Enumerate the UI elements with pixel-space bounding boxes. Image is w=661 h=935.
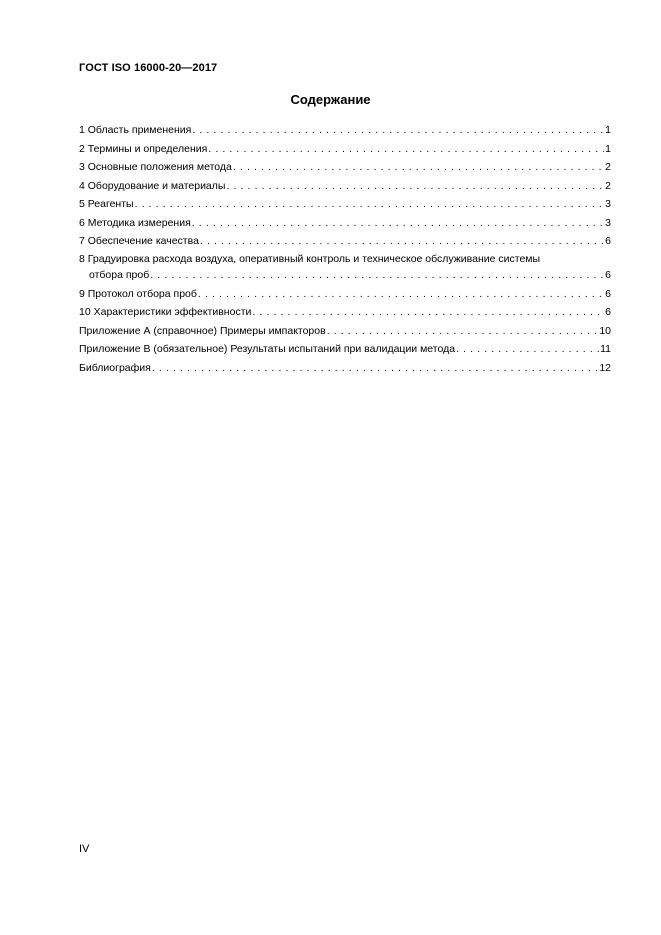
table-of-contents bbox=[79, 121, 611, 377]
toc-entry-page: 12 bbox=[599, 361, 611, 374]
toc-entry-page: 6 bbox=[605, 268, 611, 281]
toc-entry-title-continued: отбора проб bbox=[89, 268, 150, 281]
toc-entry-title: 3 Основные положения метода bbox=[79, 161, 232, 173]
toc-leader-dots bbox=[198, 285, 604, 303]
toc-leader-dots bbox=[200, 232, 604, 250]
toc-entry-title: 6 Методика измерения bbox=[79, 216, 191, 229]
toc-entry-page: 1 bbox=[605, 124, 611, 136]
toc-entry-title: 4 Оборудование и материалы bbox=[79, 179, 226, 192]
toc-entry-page: 2 bbox=[605, 179, 611, 192]
toc-entry-title: 1 Область применения bbox=[79, 124, 192, 136]
toc-leader-dots bbox=[150, 268, 604, 283]
toc-entry[interactable] bbox=[79, 359, 611, 378]
toc-entry[interactable] bbox=[79, 251, 611, 285]
toc-entry-title: 7 Обеспечение качества bbox=[79, 235, 199, 247]
toc-entry[interactable] bbox=[79, 177, 611, 196]
toc-entry[interactable] bbox=[79, 303, 611, 322]
toc-entry[interactable] bbox=[79, 322, 611, 341]
standard-designation: ГОСТ ISO 16000-20—2017 bbox=[79, 62, 218, 74]
toc-leader-dots bbox=[192, 214, 604, 232]
toc-entry[interactable] bbox=[79, 121, 611, 140]
toc-entry-page: 6 bbox=[605, 306, 611, 318]
toc-entry[interactable] bbox=[79, 232, 611, 251]
toc-leader-dots bbox=[135, 195, 605, 213]
toc-entry-title: 9 Протокол отбора проб bbox=[79, 287, 197, 300]
toc-entry[interactable] bbox=[79, 140, 611, 159]
toc-leader-dots bbox=[208, 140, 604, 158]
toc-entry-title: Приложение В (обязательное) Результаты испытаний при валидации метода bbox=[79, 343, 456, 355]
toc-leader-dots bbox=[252, 303, 604, 321]
toc-leader-dots bbox=[327, 322, 599, 340]
toc-entry-title: Приложение А (справочное) Примеры импакторов bbox=[79, 324, 326, 337]
toc-entry-title: Библиография bbox=[79, 361, 151, 374]
toc-entry[interactable] bbox=[79, 214, 611, 233]
toc-entry-title: 10 Характеристики эффективности bbox=[79, 306, 252, 318]
toc-leader-dots bbox=[226, 177, 604, 195]
toc-leader-dots bbox=[456, 340, 599, 358]
toc-entry-page: 2 bbox=[605, 161, 611, 173]
toc-entry-title: 8 Градуировка расхода воздуха, оперативный контроль и техническое обслуживание системы bbox=[79, 252, 541, 265]
toc-entry-title: 5 Реагенты bbox=[79, 198, 134, 210]
toc-entry-page: 10 bbox=[599, 324, 611, 337]
toc-entry[interactable] bbox=[79, 285, 611, 304]
toc-entry-page: 3 bbox=[605, 216, 611, 229]
toc-entry[interactable] bbox=[79, 340, 611, 359]
toc-leader-dots bbox=[192, 121, 604, 139]
toc-entry-page: 11 bbox=[600, 343, 611, 355]
toc-leader-dots bbox=[233, 158, 604, 176]
toc-entry-title: 2 Термины и определения bbox=[79, 142, 208, 155]
toc-entry-page: 6 bbox=[605, 287, 611, 300]
toc-leader-dots bbox=[152, 359, 598, 377]
toc-entry[interactable] bbox=[79, 158, 611, 177]
toc-entry[interactable] bbox=[79, 195, 611, 214]
toc-entry-page: 1 bbox=[605, 142, 611, 155]
toc-entry-page: 6 bbox=[605, 235, 611, 247]
toc-entry-page: 3 bbox=[605, 198, 611, 210]
page-number: IV bbox=[79, 843, 90, 855]
toc-title: Содержание bbox=[290, 92, 371, 107]
